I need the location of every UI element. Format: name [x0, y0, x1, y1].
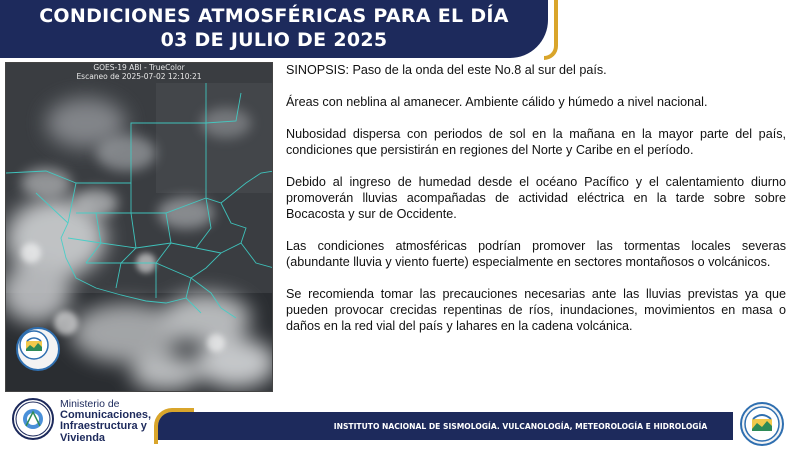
ministry-line-1: Ministerio de	[60, 398, 120, 410]
satellite-image	[5, 62, 273, 392]
ministry-logo	[6, 396, 156, 446]
humidity-paragraph: Debido al ingreso de humedad desde el océano Pacífico y el calentamiento diurno promoverán lluvias acompañadas de actividad eléctrica en la tarde sobre sobre Bocacosta y sur de Occidente.	[286, 175, 786, 221]
institute-name: INSTITUTO NACIONAL DE SISMOLOGÍA. VULCANOLOGÍA, METEOROLOGÍA E HIDROLOGÍA	[333, 421, 708, 431]
recommendation-paragraph: Se recomienda tomar las precauciones necesarias ante las lluvias previstas ya que pueden provocar crecidas repentinas de ríos, inundaciones, movimientos en masa o daños en la red vial del país y lahares en la cadena volcánica.	[286, 287, 786, 333]
banner-gold-accent	[544, 0, 558, 60]
forecast-text	[286, 62, 786, 350]
satellite-caption-source: GOES-19 ABI - TrueColor	[93, 63, 185, 72]
insivumeh-logo-icon	[16, 327, 60, 371]
satellite-caption-time: Escaneo de 2025-07-02 12:10:21	[76, 71, 202, 81]
ministry-name	[60, 399, 160, 444]
synopsis-paragraph: SINOPSIS: Paso de la onda del este No.8 al sur del país.	[286, 63, 607, 77]
insivumeh-logo-icon	[740, 402, 784, 446]
title-banner	[0, 0, 548, 58]
guatemala-seal-icon	[12, 398, 54, 440]
title-line-1: CONDICIONES ATMOSFÉRICAS PARA EL DÍA	[39, 5, 509, 27]
ministry-line-4: Vivienda	[60, 431, 106, 444]
fog-paragraph: Áreas con neblina al amanecer. Ambiente cálido y húmedo a nivel nacional.	[286, 95, 708, 109]
storms-paragraph: Las condiciones atmosféricas podrían promover las tormentas locales severas (abundante lluvia y viento fuerte) especialmente en sectores montañosos o volcánicos.	[286, 239, 786, 269]
satellite-caption	[6, 63, 272, 81]
ministry-line-3: Infraestructura y	[60, 420, 147, 432]
title-date: 03 DE JULIO DE 2025	[160, 29, 388, 51]
cloudiness-paragraph: Nubosidad dispersa con periodos de sol en la mañana en la mayor parte del país, condiciones que persistirán en regiones del Norte y Caribe en el período.	[286, 127, 786, 157]
ministry-line-2: Comunicaciones,	[60, 408, 152, 421]
institute-bar	[158, 412, 733, 440]
